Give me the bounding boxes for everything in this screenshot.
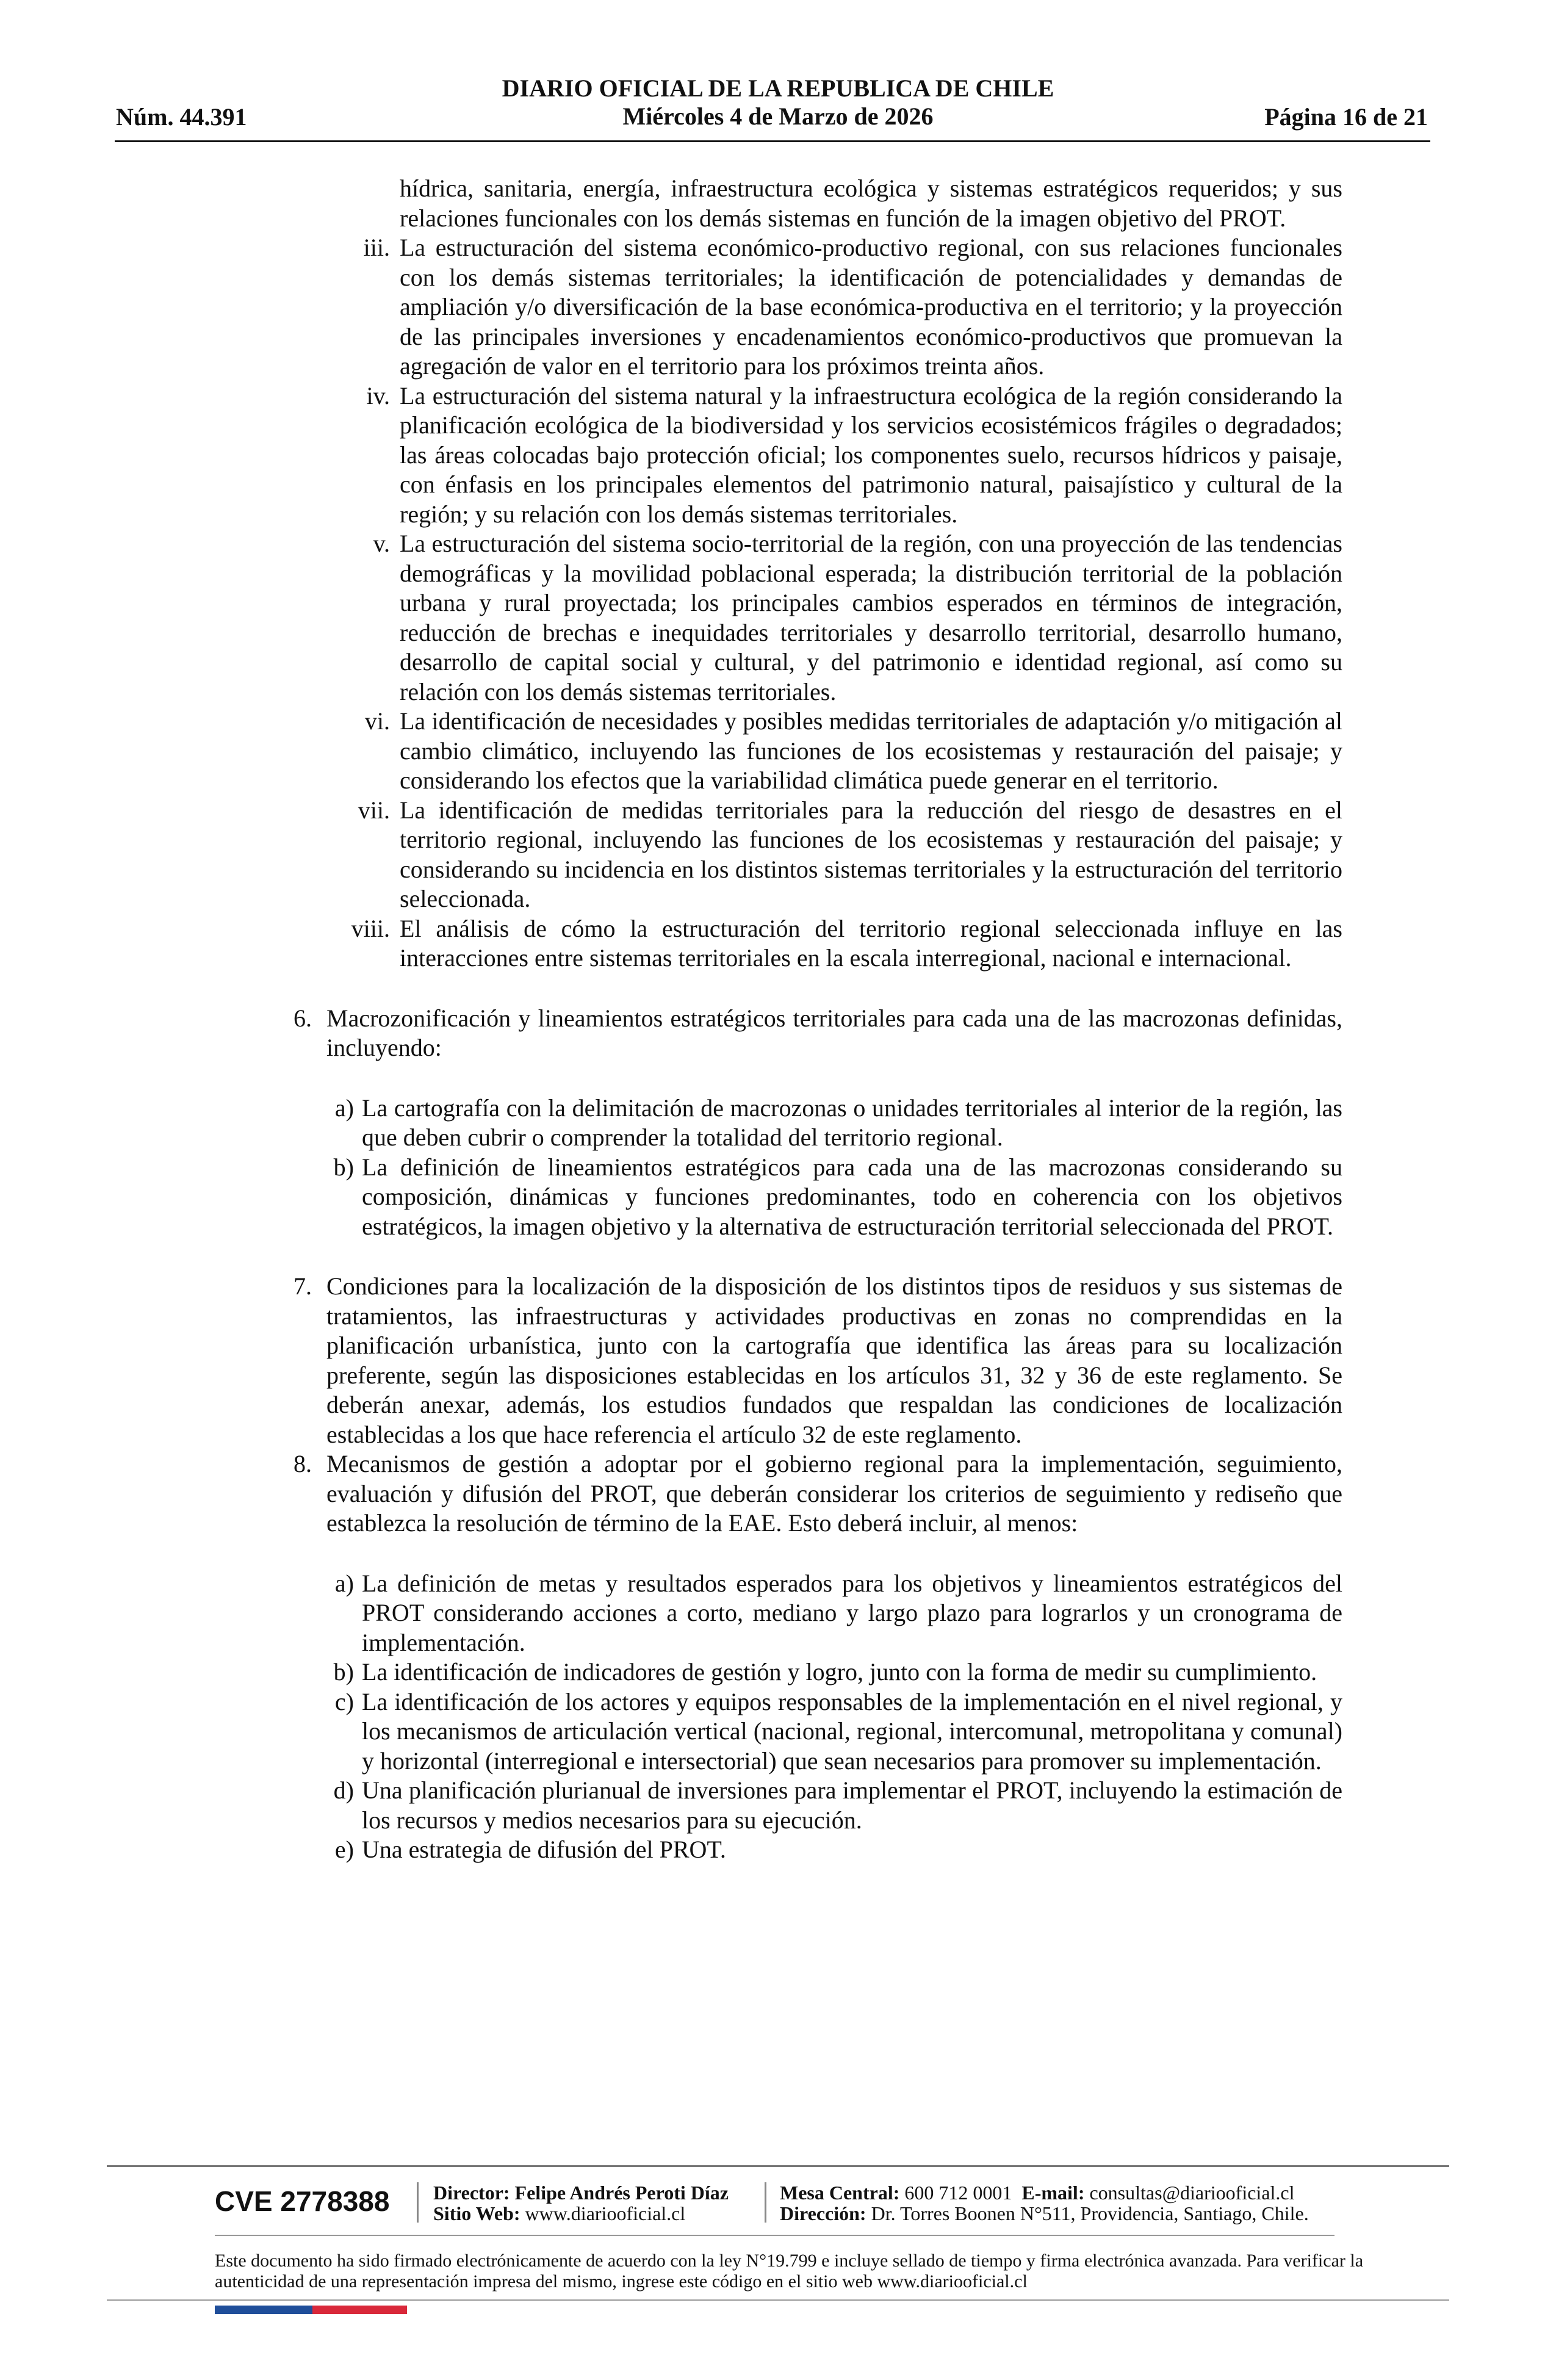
list-item <box>363 233 1342 381</box>
list-item <box>334 1835 1342 1865</box>
list-item <box>334 1569 1342 1658</box>
list-item <box>333 1657 1342 1687</box>
phone-number: 600 712 0001 <box>904 2182 1012 2204</box>
document-body <box>0 174 1556 1865</box>
footer-divider <box>107 2165 1449 2167</box>
continuation-paragraph <box>400 174 1342 233</box>
issue-number: Núm. 44.391 <box>116 103 247 131</box>
list-item <box>334 1094 1342 1153</box>
email-link[interactable]: consultas@diariooficial.cl <box>1089 2182 1295 2204</box>
footer-contact-block <box>780 2182 1309 2224</box>
item-text: La identificación de necesidades y posibles medidas territoriales de adaptación y/o mitigación al cambio climático, incluyendo las funciones de los ecosistemas y restauración del paisaje; y considerando los efectos que la variabilidad climática puede generar en el territorio. <box>400 707 1342 794</box>
phone-label: Mesa Central: <box>780 2182 900 2204</box>
item-text: Una planificación plurianual de inversiones para implementar el PROT, incluyendo la estimación de los recursos y medios necesarios para su ejecución. <box>362 1776 1342 1834</box>
item-text: La identificación de indicadores de gestión y logro, junto con la forma de medir su cumplimiento. <box>362 1658 1317 1686</box>
list-item <box>333 1776 1342 1835</box>
footer-divider <box>215 2235 1334 2236</box>
item-text: El análisis de cómo la estructuración del territorio regional seleccionada influye en las interacciones entre sistemas territoriales en la escala interregional, nacional e internacional. <box>400 914 1342 972</box>
item-letter: a) <box>334 1094 354 1122</box>
director-name: Felipe Andrés Peroti Díaz <box>514 2182 729 2204</box>
item-number: iii. <box>363 234 390 261</box>
item-letter: d) <box>333 1776 354 1804</box>
list-item <box>334 1687 1342 1776</box>
address-text: Dr. Torres Boonen N°511, Providencia, Santiago, Chile. <box>871 2202 1309 2224</box>
item-number: iv. <box>366 381 390 409</box>
footer-divider <box>107 2299 1449 2301</box>
item-text: Mecanismos de gestión a adoptar por el gobierno regional para la implementación, seguimiento, evaluación y difusión del PROT, que deberán considerar los criterios de seguimiento y rediseño que establezca la resolución de término de la EAE. Esto deberá incluir, al menos: <box>326 1450 1342 1537</box>
item-number: 6. <box>294 1004 312 1032</box>
site-link[interactable]: www.diariooficial.cl <box>525 2202 686 2224</box>
item-letter: b) <box>333 1658 354 1686</box>
item-letter: b) <box>333 1153 354 1181</box>
item-number: vii. <box>358 796 390 824</box>
item-text: Macrozonificación y lineamientos estratégicos territoriales para cada una de las macrozonas definidas, incluyendo: <box>326 1004 1342 1061</box>
header-divider <box>115 140 1430 142</box>
signature-disclaimer: Este documento ha sido firmado electrónicamente de acuerdo con la ley N°19.799 e incluye sellado de tiempo y firma electrónica avanzada. Para verificar la autenticidad de una representación impresa del mismo, ingrese este código en el sitio web www.diariooficial.cl <box>215 2251 1364 2292</box>
item-letter: a) <box>334 1569 354 1597</box>
section-item-7 <box>294 1272 1342 1449</box>
item-number: v. <box>373 530 390 557</box>
item-text: La definición de lineamientos estratégicos para cada una de las macrozonas considerando su composición, dinámicas y funciones predominantes, todo en coherencia con los objetivos estratégicos, la imagen objetivo y la alternativa de estructuración territorial seleccionada del PROT. <box>362 1153 1342 1240</box>
item-letter: c) <box>334 1687 354 1715</box>
footer-director-block <box>433 2182 729 2224</box>
footer-separator <box>765 2182 766 2223</box>
item-text: La identificación de los actores y equipos responsables de la implementación en el nivel regional, y los mecanismos de articulación vertical (nacional, regional, intercomunal, metropolitana y comunal) y horizontal (interregional e intersectorial) que sean necesarios para promover su implementación. <box>362 1687 1342 1775</box>
list-item <box>333 1153 1342 1242</box>
page-number: Página 16 de 21 <box>1264 103 1428 131</box>
director-label: Director: <box>433 2182 510 2204</box>
list-item <box>358 796 1342 914</box>
item-text: La estructuración del sistema económico-productivo regional, con sus relaciones funcionales con los demás sistemas territoriales; la identificación de potencialidades y demandas de ampliación y/o diversificación de la base económica-productiva en el territorio; y la proyección de las principales inversiones y encadenamientos económico-productivos que promuevan la agregación de valor en el territorio para los próximos treinta años. <box>400 234 1342 380</box>
issue-date: Miércoles 4 de Marzo de 2026 <box>622 103 934 130</box>
item-text: La identificación de medidas territoriales para la reducción del riesgo de desastres en el territorio regional, incluyendo las funciones de los ecosistemas y restauración del paisaje; y considerando su incidencia en los distintos sistemas territoriales y la estructuración del territorio seleccionada. <box>400 796 1342 912</box>
item-text: Condiciones para la localización de la disposición de los distintos tipos de residuos y sus sistemas de tratamientos, las infraestructuras y actividades productivas en zonas no comprendidas en la planificación urbanística, junto con la cartografía que identifica las áreas para su localización preferente, según las disposiciones establecidas en los artículos 31, 32 y 36 de este reglamento. Se deberán anexar, además, los estudios fundados que respaldan las condiciones de localización establecidas a los que hace referencia el artículo 32 de este reglamento. <box>326 1272 1342 1448</box>
item-text: La cartografía con la delimitación de macrozonas o unidades territoriales al interior de la región, las que deben cubrir o comprender la totalidad del territorio regional. <box>362 1094 1342 1151</box>
item-text: La estructuración del sistema natural y la infraestructura ecológica de la región considerando la planificación ecológica de la biodiversidad y los servicios ecosistémicos frágiles o degradados; las áreas colocadas bajo protección oficial; los componentes suelo, recursos hídricos y paisaje, con énfasis en los principales elementos del patrimonio natural, paisajístico y cultural de la región; y su relación con los demás sistemas territoriales. <box>400 381 1342 528</box>
paragraph-text: hídrica, sanitaria, energía, infraestructura ecológica y sistemas estratégicos requeridos; y sus relaciones funcionales con los demás sistemas en función de la imagen objetivo del PROT. <box>400 175 1342 232</box>
item-number: vi. <box>364 707 390 735</box>
item-number: 7. <box>294 1272 312 1300</box>
list-item <box>364 707 1342 796</box>
flag-stripe-red <box>312 2306 407 2314</box>
address-label: Dirección: <box>780 2202 866 2224</box>
item-letter: e) <box>334 1836 354 1863</box>
flag-stripe-blue <box>215 2306 312 2314</box>
email-label: E-mail: <box>1021 2182 1085 2204</box>
site-label: Sitio Web: <box>433 2202 520 2224</box>
section-item-6 <box>294 1004 1342 1063</box>
list-item <box>373 529 1342 707</box>
list-item <box>366 381 1342 530</box>
item-number: 8. <box>294 1450 312 1477</box>
section-item-8 <box>294 1449 1342 1538</box>
list-item <box>351 914 1342 973</box>
footer-separator <box>417 2182 419 2223</box>
item-number: viii. <box>351 914 390 942</box>
item-text: Una estrategia de difusión del PROT. <box>362 1836 726 1863</box>
item-text: La estructuración del sistema socio-territorial de la región, con una proyección de las tendencias demográficas y la movilidad poblacional esperada; la distribución territorial de la población urbana y rural proyectada; los principales cambios esperados en términos de integración, reducción de brechas e inequidades territoriales y desarrollo territorial, desarrollo humano, desarrollo de capital social y cultural, y del patrimonio e identidad regional, así como su relación con los demás sistemas territoriales. <box>400 530 1342 705</box>
item-text: La definición de metas y resultados esperados para los objetivos y lineamientos estratégicos del PROT considerando acciones a corto, mediano y largo plazo para lograrlos y un cronograma de implementación. <box>362 1569 1342 1656</box>
journal-title: DIARIO OFICIAL DE LA REPUBLICA DE CHILE <box>502 74 1054 102</box>
cve-code: CVE 2778388 <box>215 2185 390 2217</box>
